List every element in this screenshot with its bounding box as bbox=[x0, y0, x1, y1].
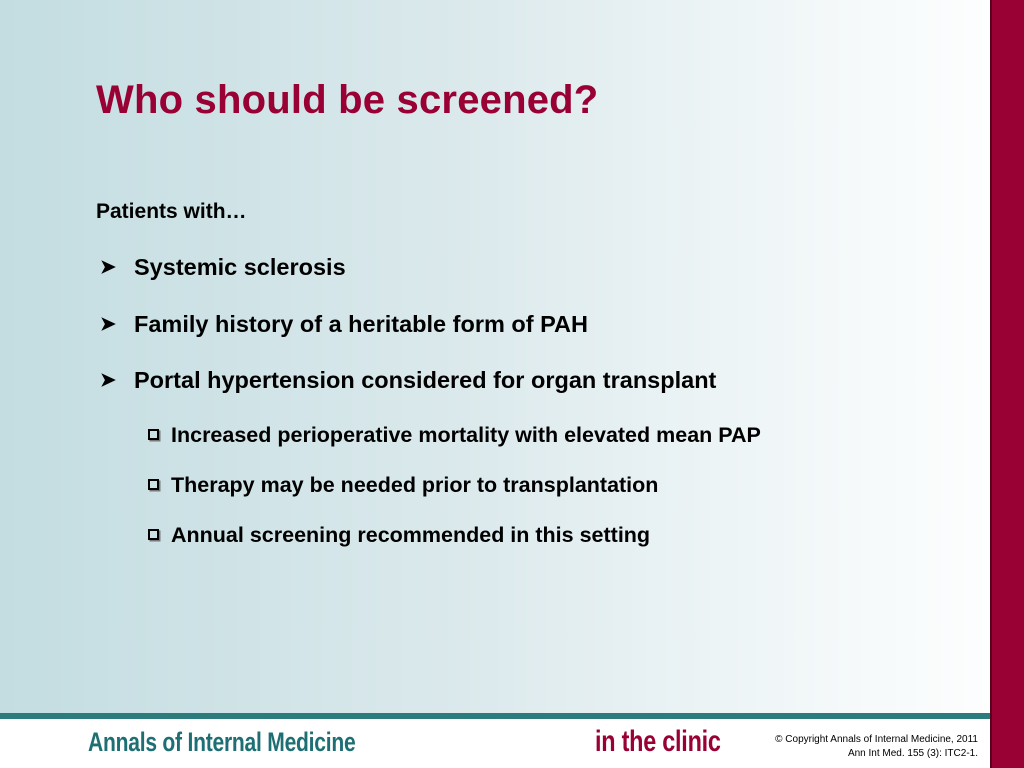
arrow-bullet-icon: ➤ bbox=[100, 370, 116, 391]
sub-bullet-item bbox=[148, 523, 650, 548]
bullet-item bbox=[96, 254, 346, 281]
square-bullet-icon bbox=[148, 429, 159, 440]
square-bullet-icon bbox=[148, 529, 159, 540]
intro-text: Patients with… bbox=[96, 200, 247, 223]
copyright-text: © Copyright Annals of Internal Medicine, 2011 bbox=[775, 734, 978, 745]
bullet-item bbox=[96, 311, 588, 338]
bullet-text: Portal hypertension considered for organ transplant bbox=[134, 367, 717, 393]
sub-bullet-text: Increased perioperative mortality with elevated mean PAP bbox=[171, 423, 761, 447]
right-accent-bar bbox=[990, 0, 1024, 768]
sub-bullet-text: Therapy may be needed prior to transplantation bbox=[171, 473, 659, 497]
bullet-text: Family history of a heritable form of PAH bbox=[134, 311, 588, 337]
citation-text: Ann Int Med. 155 (3): ITC2-1. bbox=[847, 748, 978, 759]
copyright-notice bbox=[775, 733, 978, 761]
bullet-text: Systemic sclerosis bbox=[134, 254, 346, 280]
arrow-bullet-icon: ➤ bbox=[100, 257, 116, 278]
sub-bullet-item bbox=[148, 423, 761, 448]
arrow-bullet-icon: ➤ bbox=[100, 314, 116, 335]
slide-title: Who should be screened? bbox=[96, 78, 599, 122]
sub-bullet-text: Annual screening recommended in this setting bbox=[171, 523, 651, 547]
square-bullet-icon bbox=[148, 479, 159, 490]
sub-bullet-item bbox=[148, 473, 658, 498]
series-logo: in the clinic bbox=[595, 725, 721, 758]
journal-logo: Annals of Internal Medicine bbox=[88, 727, 356, 757]
bullet-item bbox=[96, 367, 716, 394]
